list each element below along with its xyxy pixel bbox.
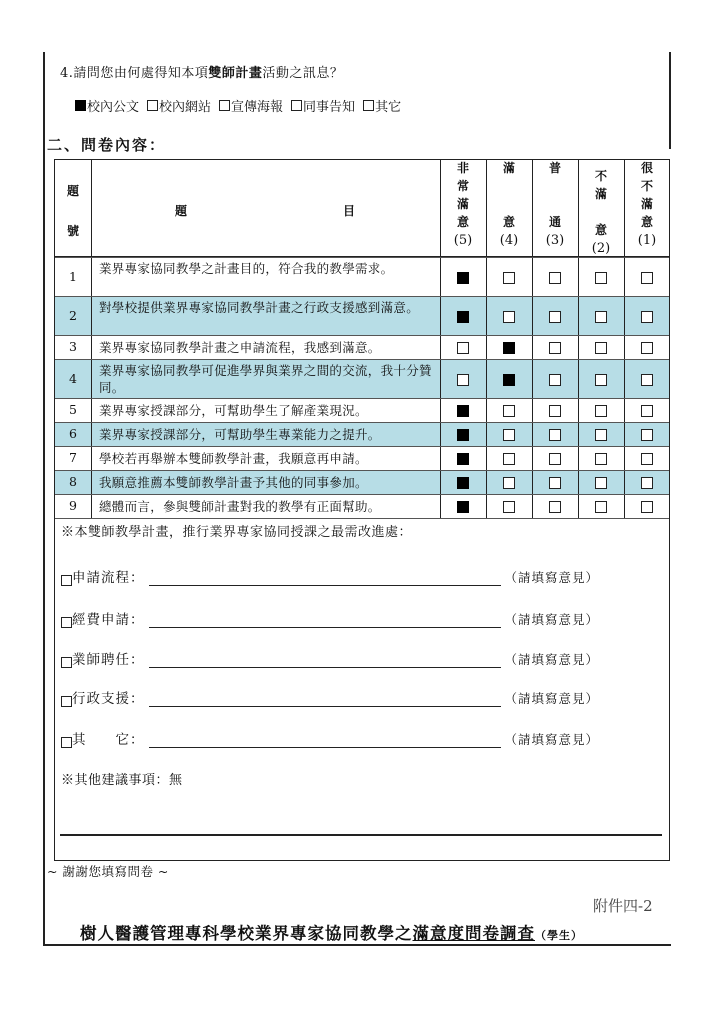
source-options	[75, 96, 401, 115]
row-text: 總體而言，參與雙師計畫對我的教學有正面幫助。	[99, 499, 381, 514]
row-number: 5	[69, 402, 77, 417]
header-scale-1: 很 不 滿 意 (1)	[637, 161, 657, 248]
table-row	[55, 494, 669, 518]
table-row	[55, 422, 669, 446]
checkbox-icon[interactable]	[61, 575, 72, 586]
footer-rule	[43, 944, 671, 946]
header-item-a: 題	[175, 204, 188, 218]
rating-checkbox-4[interactable]	[503, 429, 515, 441]
rating-checkbox-1[interactable]	[641, 374, 653, 386]
rating-checkbox-4[interactable]	[503, 405, 515, 417]
header-scale-4: 滿 意 (4)	[499, 161, 519, 248]
other-suggestions: ※其他建議事項：無	[61, 773, 183, 788]
improve-item-admin[interactable]: 行政支援： （請填寫意見）	[61, 687, 599, 707]
rating-checkbox-2[interactable]	[595, 405, 607, 417]
rating-checkbox-2[interactable]	[595, 374, 607, 386]
table-bottom-rule	[55, 518, 669, 519]
rating-checkbox-2[interactable]	[595, 477, 607, 489]
option-colleague[interactable]: 同事告知	[291, 96, 355, 115]
improve-item-other[interactable]: 其 它： （請填寫意見）	[61, 728, 599, 748]
header-scale-5: 非 常 滿 意 (5)	[453, 161, 473, 248]
checkbox-icon[interactable]	[61, 617, 72, 628]
table-row	[55, 335, 669, 359]
checkbox-icon[interactable]	[61, 737, 72, 748]
row-text: 業界專家授課部分，可幫助學生了解產業現況。	[99, 403, 368, 418]
rating-checkbox-3[interactable]	[549, 501, 561, 513]
rating-checkbox-5[interactable]	[457, 477, 469, 489]
questionnaire-table	[54, 159, 670, 861]
rating-checkbox-3[interactable]	[549, 453, 561, 465]
rating-checkbox-1[interactable]	[641, 405, 653, 417]
rating-checkbox-4[interactable]	[503, 501, 515, 513]
rating-checkbox-2[interactable]	[595, 429, 607, 441]
rating-checkbox-2[interactable]	[595, 272, 607, 284]
row-text: 業界專家協同教學之計畫目的，符合我的教學需求。	[99, 261, 394, 276]
improve-item-application[interactable]: 申請流程： （請填寫意見）	[61, 566, 599, 586]
answer-line[interactable]	[149, 573, 501, 586]
rating-checkbox-3[interactable]	[549, 311, 561, 323]
answer-line[interactable]	[149, 655, 501, 668]
answer-line[interactable]	[149, 694, 501, 707]
answer-line[interactable]	[149, 735, 501, 748]
option-school-document[interactable]: 校內公文	[75, 96, 139, 115]
row-number: 3	[69, 339, 77, 354]
row-text: 業界專家協同教學計畫之申請流程，我感到滿意。	[99, 340, 381, 355]
rating-checkbox-3[interactable]	[549, 429, 561, 441]
row-number: 8	[69, 474, 77, 489]
row-number: 7	[69, 450, 77, 465]
row-text: 對學校提供業界專家協同教學計畫之行政支援感到滿意。	[99, 300, 420, 315]
section-2-title: 二、問卷內容：	[47, 136, 167, 154]
row-number: 1	[69, 268, 77, 284]
checkbox-icon[interactable]	[75, 100, 86, 111]
rating-checkbox-1[interactable]	[641, 477, 653, 489]
improve-item-hiring[interactable]: 業師聘任： （請填寫意見）	[61, 648, 599, 668]
header-scale-3: 普 通 (3)	[545, 161, 565, 248]
row-number: 6	[69, 426, 77, 441]
row-number: 9	[69, 498, 77, 513]
rating-checkbox-3[interactable]	[549, 272, 561, 284]
rating-checkbox-5[interactable]	[457, 405, 469, 417]
rating-checkbox-2[interactable]	[595, 501, 607, 513]
question-4-prefix: 4.請問您由何處得知本項	[60, 66, 209, 81]
question-4	[60, 62, 343, 81]
table-row	[55, 257, 669, 296]
rating-checkbox-1[interactable]	[641, 342, 653, 354]
row-number: 4	[69, 370, 77, 386]
rating-checkbox-3[interactable]	[549, 374, 561, 386]
rating-checkbox-5[interactable]	[457, 374, 469, 386]
annex-label: 附件四-2	[593, 897, 653, 915]
rating-checkbox-2[interactable]	[595, 311, 607, 323]
question-4-suffix: 活動之訊息？	[262, 66, 344, 81]
row-text: 業界專家授課部分，可幫助學生專業能力之提升。	[99, 427, 381, 442]
improve-item-funding[interactable]: 經費申請： （請填寫意見）	[61, 608, 599, 628]
footer-title: 樹人醫護管理專科學校業界專家協同教學之滿意度問卷調查（學生）	[80, 924, 583, 943]
answer-line[interactable]	[149, 615, 501, 628]
row-text: 業界專家協同教學可促進學界與業界之間的交流，我十分贊同。	[99, 363, 432, 395]
rating-checkbox-1[interactable]	[641, 311, 653, 323]
page-border-left	[43, 52, 45, 944]
rating-checkbox-4[interactable]	[503, 311, 515, 323]
table-row	[55, 398, 669, 422]
table-row	[55, 446, 669, 470]
checkbox-icon[interactable]	[363, 100, 374, 111]
header-item-b: 目	[343, 204, 356, 218]
header-scale-2: 不 滿 意 (2)	[591, 169, 611, 256]
rating-checkbox-3[interactable]	[549, 342, 561, 354]
rating-checkbox-5[interactable]	[457, 453, 469, 465]
header-number-col: 題 號	[66, 184, 79, 238]
page-border-right	[669, 52, 671, 149]
checkbox-icon[interactable]	[219, 100, 230, 111]
checkbox-icon[interactable]	[61, 657, 72, 668]
rating-checkbox-3[interactable]	[549, 405, 561, 417]
rating-checkbox-5[interactable]	[457, 429, 469, 441]
table-row	[55, 470, 669, 494]
rating-checkbox-2[interactable]	[595, 453, 607, 465]
rating-checkbox-5[interactable]	[457, 311, 469, 323]
rating-checkbox-5[interactable]	[457, 272, 469, 284]
checkbox-icon[interactable]	[147, 100, 158, 111]
rating-checkbox-4[interactable]	[503, 272, 515, 284]
rating-checkbox-3[interactable]	[549, 477, 561, 489]
suggestion-answer-line[interactable]	[60, 834, 662, 836]
question-4-bold: 雙師計畫	[208, 66, 263, 81]
rating-checkbox-1[interactable]	[641, 272, 653, 284]
option-school-website[interactable]: 校內網站	[147, 96, 211, 115]
table-row	[55, 359, 669, 398]
rating-checkbox-1[interactable]	[641, 501, 653, 513]
option-poster[interactable]: 宣傳海報	[219, 96, 283, 115]
table-row	[55, 296, 669, 335]
rating-checkbox-1[interactable]	[641, 429, 653, 441]
rating-checkbox-4[interactable]	[503, 477, 515, 489]
rating-checkbox-4[interactable]	[503, 342, 515, 354]
thanks-text: ~ 謝謝您填寫問卷 ~	[47, 864, 169, 879]
rating-checkbox-1[interactable]	[641, 453, 653, 465]
rating-checkbox-4[interactable]	[503, 374, 515, 386]
checkbox-icon[interactable]	[61, 696, 72, 707]
rating-checkbox-5[interactable]	[457, 342, 469, 354]
rating-checkbox-4[interactable]	[503, 453, 515, 465]
option-other[interactable]: 其它	[363, 96, 401, 115]
table-header	[55, 160, 669, 257]
improve-title: ※本雙師教學計畫，推行業界專家協同授課之最需改進處：	[61, 525, 413, 540]
rating-checkbox-2[interactable]	[595, 342, 607, 354]
rating-checkbox-5[interactable]	[457, 501, 469, 513]
row-text: 學校若再舉辦本雙師教學計畫，我願意再申請。	[99, 451, 368, 466]
checkbox-icon[interactable]	[291, 100, 302, 111]
row-number: 2	[69, 307, 77, 323]
row-text: 我願意推薦本雙師教學計畫予其他的同事參加。	[99, 475, 368, 490]
